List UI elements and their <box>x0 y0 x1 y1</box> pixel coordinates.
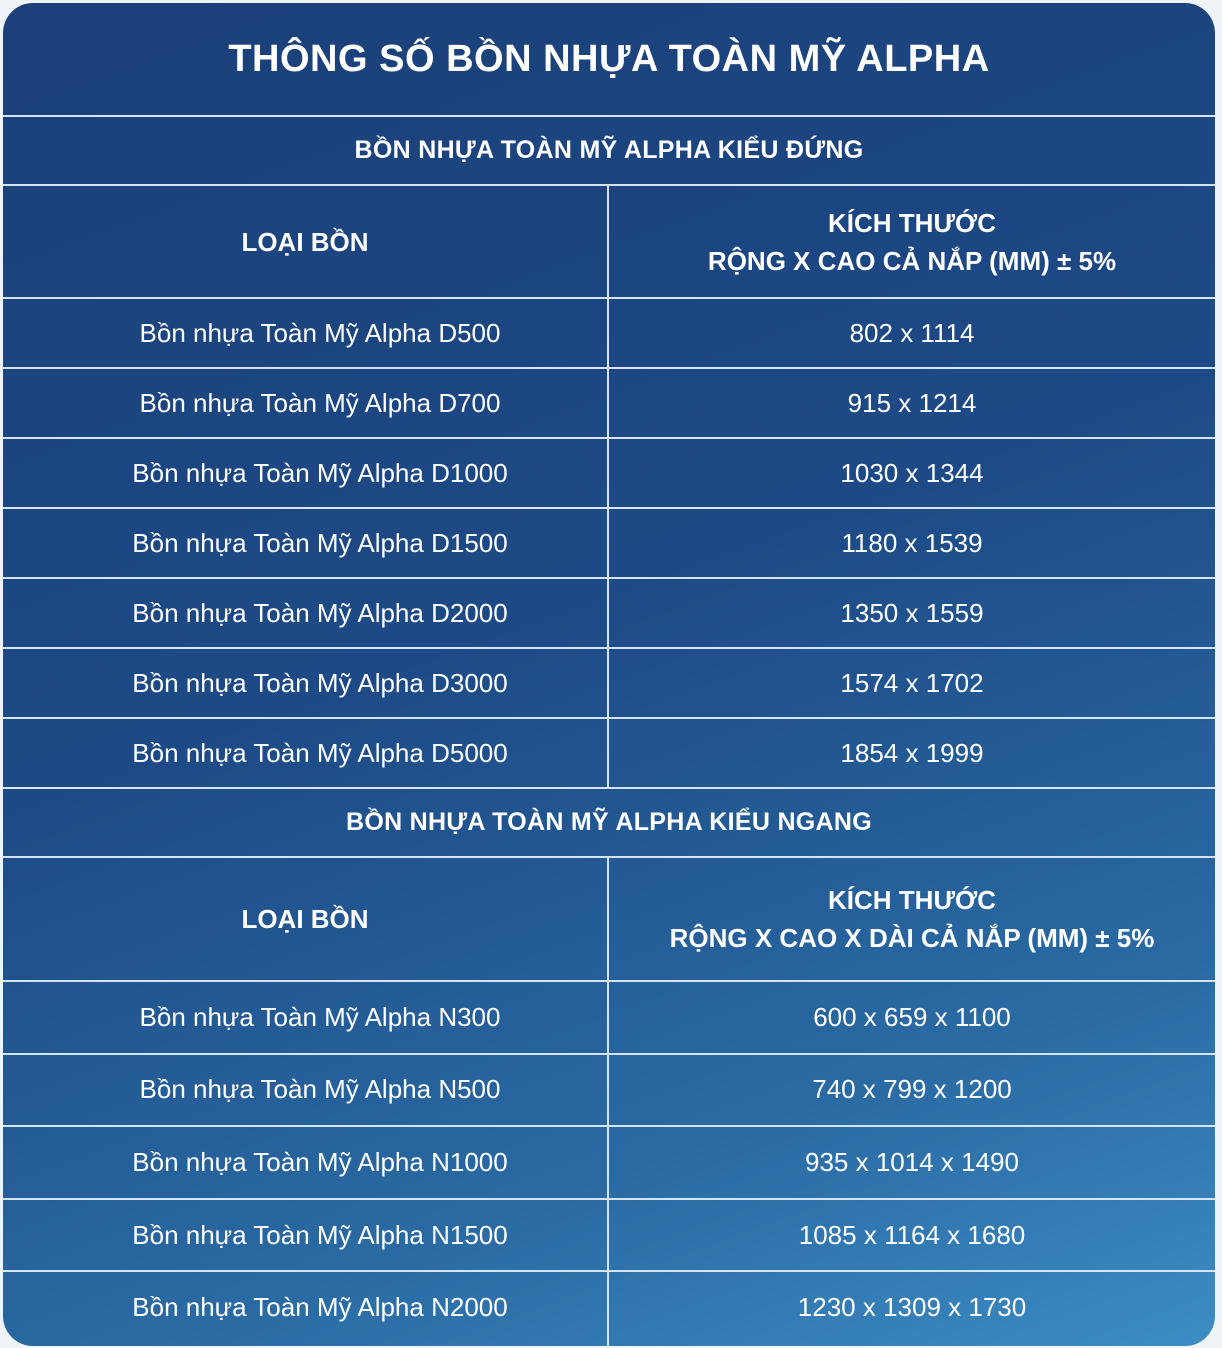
table-cell-size: 600 x 659 x 1100 <box>813 1001 1011 1032</box>
column-header-size-line1: KÍCH THƯỚC <box>828 885 996 915</box>
table-cell-type: Bồn nhựa Toàn Mỹ Alpha D3000 <box>132 667 508 698</box>
table-title: THÔNG SỐ BỒN NHỰA TOÀN MỸ ALPHA <box>228 37 990 80</box>
table-cell-size: 740 x 799 x 1200 <box>812 1074 1012 1105</box>
table-cell-size: 1180 x 1539 <box>841 527 983 558</box>
column-header-type-label: LOẠI BỒN <box>241 226 369 257</box>
table-cell-type: Bồn nhựa Toàn Mỹ Alpha N1000 <box>132 1146 508 1177</box>
table-cell-size: 802 x 1114 <box>849 317 975 348</box>
table-cell-size: 1574 x 1702 <box>840 667 984 698</box>
column-divider <box>607 186 609 789</box>
table-cell-size: 1230 x 1309 x 1730 <box>797 1292 1027 1323</box>
table-cell-type: Bồn nhựa Toàn Mỹ Alpha D5000 <box>132 737 508 768</box>
column-header-size-line2: RỘNG X CAO X DÀI CẢ NẮP (MM) ± 5% <box>669 923 1155 953</box>
table-cell-size: 1030 x 1344 <box>840 457 984 488</box>
table-cell-type: Bồn nhựa Toàn Mỹ Alpha D500 <box>139 317 501 348</box>
table-cell-type: Bồn nhựa Toàn Mỹ Alpha N2000 <box>132 1292 508 1323</box>
section-title-standing: BỒN NHỰA TOÀN MỸ ALPHA KIỂU ĐỨNG <box>354 136 864 164</box>
column-header-size <box>609 858 1215 980</box>
section-title-horizontal: BỒN NHỰA TOÀN MỸ ALPHA KIỂU NGANG <box>345 808 872 836</box>
table-cell-type: Bồn nhựa Toàn Mỹ Alpha N500 <box>139 1074 501 1105</box>
column-header-size-line2: RỘNG X CAO CẢ NẮP (MM) ± 5% <box>707 245 1117 276</box>
table-cell-type: Bồn nhựa Toàn Mỹ Alpha D700 <box>139 387 501 418</box>
table-cell-type: Bồn nhựa Toàn Mỹ Alpha D1000 <box>132 457 508 488</box>
column-divider <box>607 858 609 1346</box>
table-cell-type: Bồn nhựa Toàn Mỹ Alpha N300 <box>139 1001 501 1032</box>
table-cell-size: 1854 x 1999 <box>840 737 984 768</box>
table-cell-size: 1350 x 1559 <box>840 597 984 628</box>
table-cell-type: Bồn nhựa Toàn Mỹ Alpha N1500 <box>132 1219 508 1250</box>
table-cell-size: 935 x 1014 x 1490 <box>805 1146 1019 1177</box>
column-header-type-label: LOẠI BỒN <box>241 904 369 934</box>
spec-table-card <box>3 3 1215 1346</box>
table-cell-type: Bồn nhựa Toàn Mỹ Alpha D2000 <box>132 597 508 628</box>
column-header-size <box>609 186 1215 297</box>
column-header-type <box>3 186 607 297</box>
table-cell-size: 1085 x 1164 x 1680 <box>798 1219 1026 1250</box>
column-header-size-line1: KÍCH THƯỚC <box>828 207 996 238</box>
table-cell-type: Bồn nhựa Toàn Mỹ Alpha D1500 <box>132 527 508 558</box>
column-header-type <box>3 858 607 980</box>
table-cell-size: 915 x 1214 <box>847 387 977 418</box>
